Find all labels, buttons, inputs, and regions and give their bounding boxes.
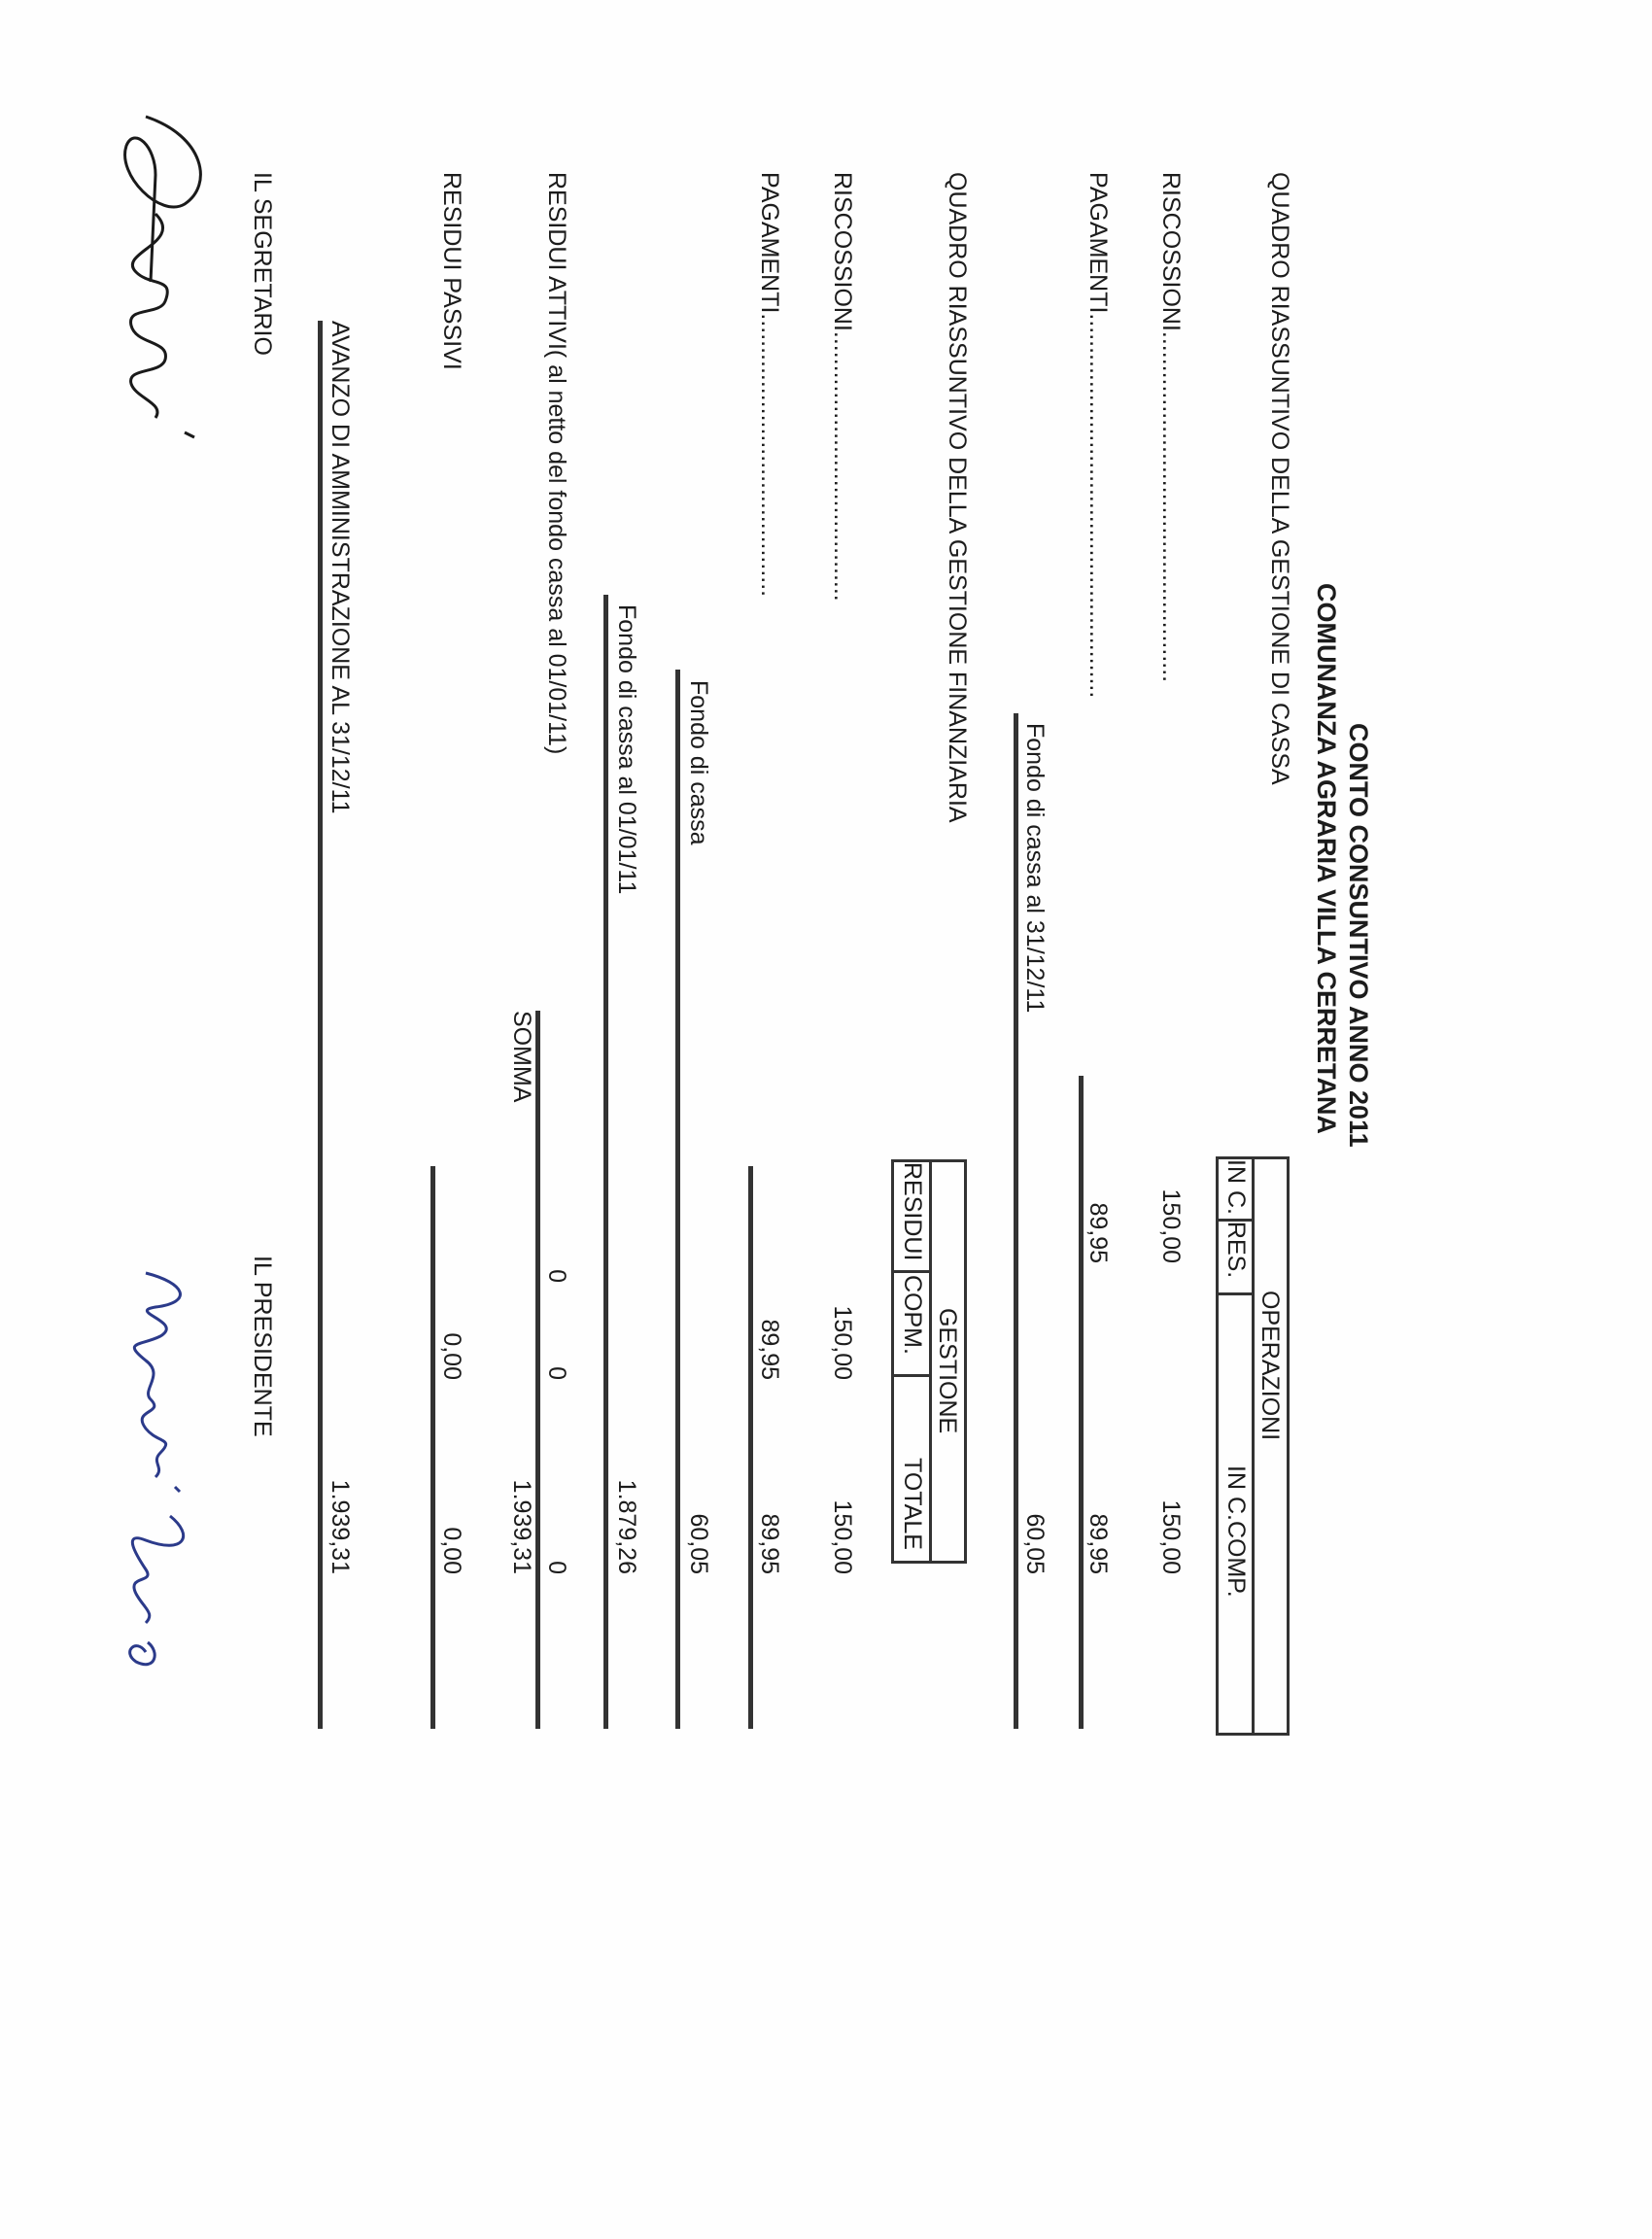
cassa-pagamenti-res: 89,95: [1084, 1202, 1112, 1263]
residui-passivi-comp: 0,00: [438, 1332, 465, 1380]
fin-pagamenti-comp: 89,95: [756, 1319, 783, 1380]
fin-pagamenti-label: PAGAMENTI..........................................: [756, 172, 783, 598]
fin-riscossioni-tot: 150,00: [829, 1499, 856, 1574]
presidente-label: IL PRESIDENTE: [249, 1256, 276, 1437]
fin-fondo-0101-value: 1.879,26: [613, 1479, 640, 1574]
cassa-riscossioni-label: RISCOSSIONI....................................................: [1157, 172, 1185, 683]
gestione-divider: [929, 1159, 932, 1564]
col-totale: TOTALE: [899, 1458, 926, 1550]
cassa-heading: QUADRO RIASSUNTIVO DELLA GESTIONE DI CASSA: [1266, 172, 1293, 785]
gestione-col-divider-1: [893, 1270, 932, 1273]
cassa-pagamenti-label: PAGAMENTI.........................................................: [1084, 172, 1112, 699]
residui-passivi-line: [430, 1166, 435, 1729]
operazioni-label: OPERAZIONI: [1256, 1291, 1284, 1441]
document-subtitle: COMUNANZA AGRARIA VILLA CERRETANA: [1312, 583, 1341, 1134]
col-residui: RESIDUI: [899, 1162, 926, 1261]
fin-riscossioni-label: RISCOSSIONI........................................: [829, 172, 856, 602]
residui-attivi-tot: 0: [543, 1561, 570, 1574]
cassa-riscossioni-res: 150,00: [1157, 1188, 1185, 1263]
cassa-fondo-line: [1014, 713, 1018, 1729]
avanzo-label: AVANZO DI AMMINISTRAZIONE AL 31/12/11: [327, 321, 354, 814]
fin-pagamenti-tot: 89,95: [756, 1513, 783, 1574]
fin-fondo-0101-label: Fondo di cassa al 01/01/11: [613, 604, 640, 895]
fin-fondo-line: [675, 670, 680, 1729]
fin-riscossioni-comp: 150,00: [829, 1305, 856, 1380]
cassa-pagamenti-line: [1079, 1076, 1084, 1729]
residui-attivi-line: [535, 1011, 540, 1729]
avanzo-value: 1.939,31: [327, 1479, 354, 1574]
col-copm: COPM.: [899, 1275, 926, 1355]
segretario-signature: [68, 107, 224, 457]
gestione-label: GESTIONE: [934, 1308, 961, 1434]
fin-fondo-value: 60,05: [685, 1513, 712, 1574]
residui-passivi-label: RESIDUI PASSIVI: [438, 172, 465, 370]
presidente-signature: [68, 1263, 214, 1691]
fin-fondo-0101-line: [603, 595, 608, 1729]
fin-pagamenti-line: [748, 1166, 753, 1729]
cassa-fondo-label: Fondo di cassa al 31/12/11: [1021, 723, 1049, 1014]
somma-label: SOMMA: [508, 1011, 535, 1103]
operazioni-divider: [1252, 1156, 1255, 1736]
somma-value: 1.939,31: [508, 1479, 535, 1574]
cassa-riscossioni-comp: 150,00: [1157, 1499, 1185, 1574]
gestione-col-divider-2: [893, 1374, 932, 1377]
fin-fondo-label: Fondo di cassa: [685, 680, 712, 845]
cassa-pagamenti-comp: 89,95: [1084, 1513, 1112, 1574]
residui-attivi-res: 0: [543, 1269, 570, 1283]
finanziaria-heading: QUADRO RIASSUNTIVO DELLA GESTIONE FINANZIARIA: [944, 172, 971, 823]
cassa-fondo-value: 60,05: [1021, 1513, 1049, 1574]
residui-attivi-comp: 0: [543, 1366, 570, 1380]
residui-passivi-tot: 0,00: [438, 1527, 465, 1574]
operazioni-col-divider-2: [1218, 1292, 1255, 1295]
document-title: CONTO CONSUNTIVO ANNO 2011: [1344, 723, 1373, 1148]
avanzo-line: [318, 321, 323, 1729]
col-in-c-res: IN C. RES.: [1222, 1159, 1250, 1279]
col-in-c-comp: IN C.COMP.: [1222, 1465, 1250, 1598]
residui-attivi-label: RESIDUI ATTIVI( al netto del fondo cassa al 01/01/11): [543, 172, 570, 755]
segretario-label: IL SEGRETARIO: [249, 172, 276, 356]
